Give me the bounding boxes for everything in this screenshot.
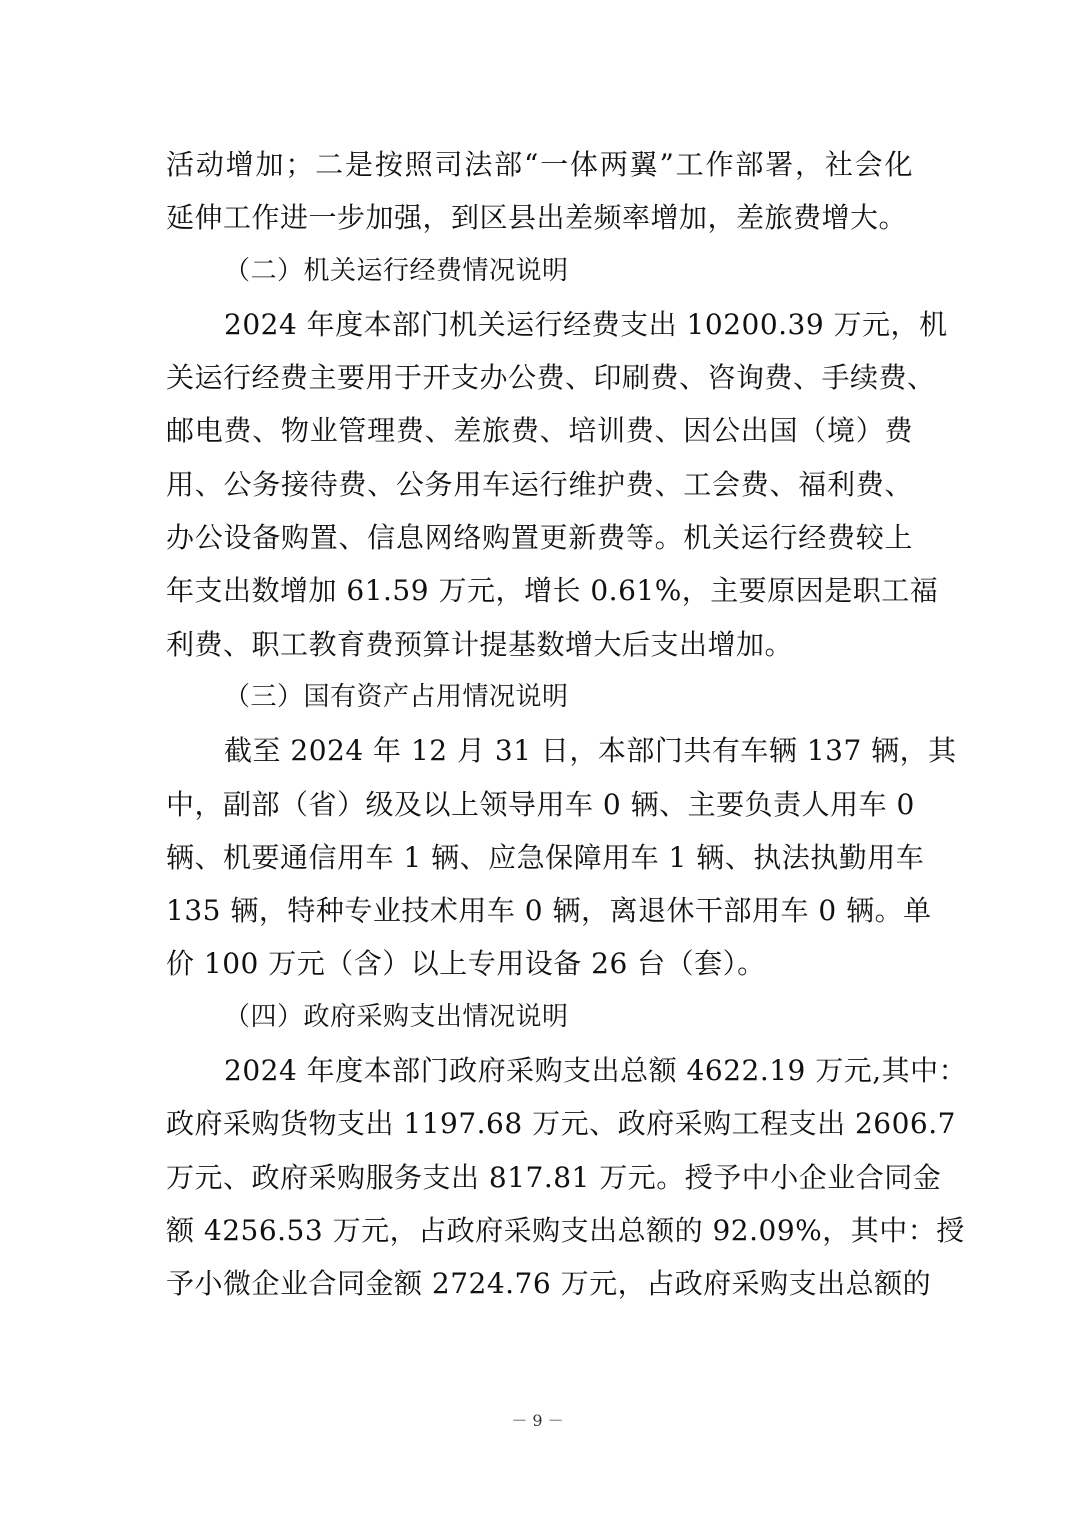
- text-line: 额 4256.53 万元，占政府采购支出总额的 92.09%，其中：授: [166, 1213, 965, 1247]
- text-line: 政府采购货物支出 1197.68 万元、政府采购工程支出 2606.7: [166, 1107, 956, 1141]
- text-line: 活动增加；二是按照司法部“一体两翼”工作部署，社会化: [166, 148, 913, 181]
- text-line: 价 100 万元（含）以上专用设备 26 台（套）。: [166, 947, 766, 981]
- text-line: 135 辆，特种专业技术用车 0 辆，离退休干部用车 0 辆。单: [166, 894, 932, 928]
- text-line: 利费、职工教育费预算计提基数增大后支出增加。: [166, 627, 794, 661]
- section-heading: （三）国有资产占用情况说明: [224, 681, 569, 712]
- text-line: 用、公务接待费、公务用车运行维护费、工会费、福利费、: [166, 467, 913, 501]
- section-heading: （四）政府采购支出情况说明: [224, 1001, 569, 1032]
- text-line: 2024 年度本部门政府采购支出总额 4622.19 万元,其中：: [224, 1054, 968, 1088]
- text-line: 2024 年度本部门机关运行经费支出 10200.39 万元，机: [224, 307, 948, 341]
- section-heading: （二）机关运行经费情况说明: [224, 255, 569, 286]
- text-line: 中，副部（省）级及以上领导用车 0 辆、主要负责人用车 0: [166, 787, 915, 821]
- text-line: 关运行经费主要用于开支办公费、印刷费、咨询费、手续费、: [166, 361, 936, 395]
- text-line: 截至 2024 年 12 月 31 日，本部门共有车辆 137 辆，其: [224, 734, 957, 768]
- text-line: 年支出数增加 61.59 万元，增长 0.61%，主要原因是职工福: [166, 574, 939, 608]
- text-line: 辆、机要通信用车 1 辆、应急保障用车 1 辆、执法执勤用车: [166, 840, 925, 874]
- text-line: 办公设备购置、信息网络购置更新费等。机关运行经费较上: [166, 521, 913, 555]
- text-line: 邮电费、物业管理费、差旅费、培训费、因公出国（境）费: [166, 414, 913, 448]
- text-line: 予小微企业合同金额 2724.76 万元，占政府采购支出总额的: [166, 1267, 932, 1301]
- text-line: 万元、政府采购服务支出 817.81 万元。授予中小企业合同金: [166, 1160, 942, 1194]
- text-line: 延伸工作进一步加强，到区县出差频率增加，差旅费增大。: [166, 201, 908, 235]
- page-number: － 9 －: [511, 1411, 564, 1430]
- document-body: [166, 138, 968, 1311]
